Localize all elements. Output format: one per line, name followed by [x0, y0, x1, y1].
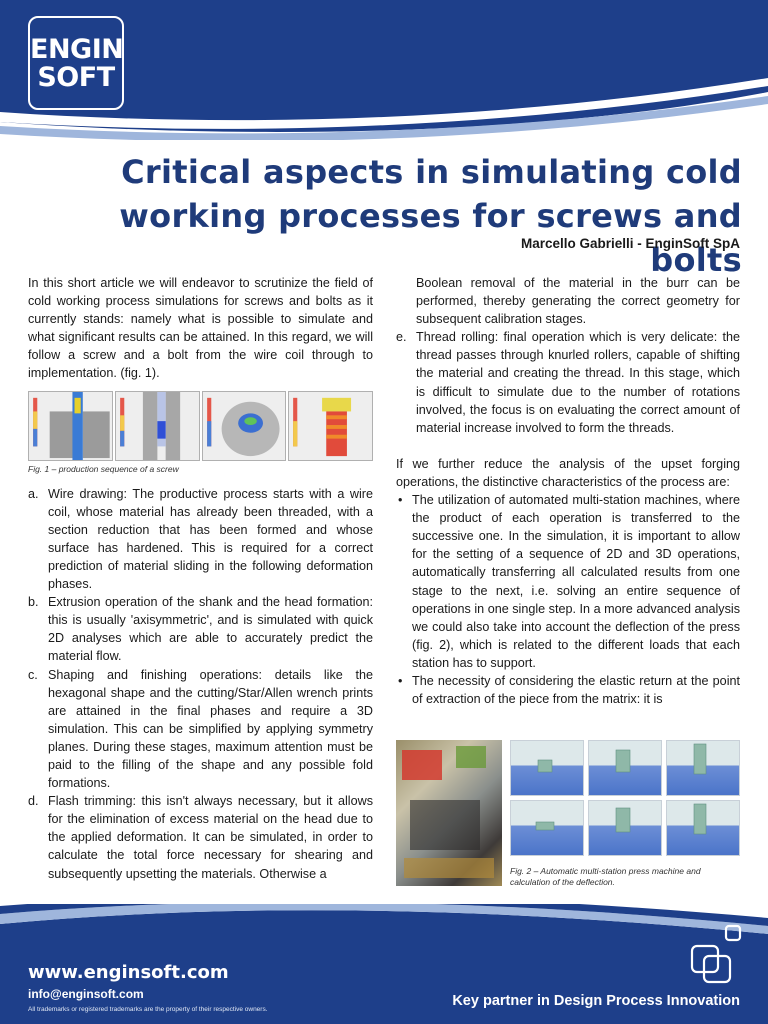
bullet-marker: •: [398, 493, 403, 508]
enginsoft-logo[interactable]: [28, 16, 124, 110]
figure-2: [396, 740, 740, 886]
list-item: [28, 485, 373, 594]
article-title: Critical aspects in simulating cold working processes for screws and bolts: [119, 153, 742, 279]
email-link[interactable]: info@enginsoft.com: [28, 987, 144, 1001]
deflection-simulation-grid: [510, 740, 740, 858]
list-marker: a.: [28, 486, 39, 501]
fig1-panel-head: [202, 391, 287, 461]
footer-tagline: Key partner in Design Process Innovation: [452, 993, 740, 1009]
list-item-text: Wire drawing: The productive process starts with a wire coil, whose material has already been threaded, with a section reduction that has been formed and whose surface has hardened. This is required for a correct prediction of material sliding in the following deformation phases.: [48, 486, 373, 592]
fig2-caption: Fig. 2 – Automatic multi-station press machine and calculation of the deflection.: [510, 866, 701, 887]
list-item: [396, 672, 740, 708]
process-steps-continued: [396, 274, 740, 437]
list-item: [396, 328, 740, 437]
list-item-text: Flash trimming: this isn't always necessary, but it allows for the elimination of excess material on the head due to the applied deformation. It can be simulated, in order to calculate the total force necessary for shearing and subsequently upsetting the materials. Otherwise a: [48, 794, 373, 881]
fig1-panel-wire: [28, 391, 113, 461]
fig1-panel-bolt: [288, 391, 373, 461]
list-item-text: Boolean removal of the material in the burr can be performed, thereby generating the correct geometry for subsequent calibration stages.: [416, 276, 740, 327]
squares-logo-icon: [688, 924, 744, 988]
list-item-text: The necessity of considering the elastic return at the point of extraction of the piece from the matrix: it is: [412, 673, 740, 707]
list-marker: d.: [28, 794, 39, 809]
intro-paragraph: In this short article we will endeavor to scrutinize the field of cold working process simulations for screws and bolts as it currently stands: namely what is possible to simulate and what significant results can be attained. In this regard, we will follow a screw and a bolt from the wire coil through to implementation. (fig. 1).: [28, 276, 373, 381]
figure-1: [28, 391, 373, 461]
list-item-text: Thread rolling: final operation which is very delicate: the thread passes through knurled rollers, capable of shifting the material and creating the thread. In this stage, which is difficult to simulate due to the number of rotations involved, the focus is on evaluating the correct amount of material increase involved to form the threads.: [416, 330, 740, 435]
list-item-text: The utilization of automated multi-station machines, where the product of each operation is transferred to the successive one. In the simulation, it is important to allow for the setting of a sequence of 2D and 3D operations, automatically transferring all calculated results from one stage to the next, i.e. solving an entire sequence of operations in one single step. In a more advanced analysis we could also take into account the deflection of the press (fig. 2), which is related to the different loads that each station has to support.: [412, 493, 740, 670]
list-item: [28, 792, 373, 882]
process-steps: [28, 485, 373, 883]
list-marker: c.: [28, 667, 38, 682]
upset-intro-paragraph: If we further reduce the analysis of the upset forging operations, the distinctive characteristics of the process are:: [396, 456, 740, 489]
list-item-text: Extrusion operation of the shank and the head formation: this is usually 'axisymmetric', and is simulated with quick 2D analyses which are able to accurately predict the material flow.: [48, 595, 373, 664]
bullet-marker: •: [398, 673, 403, 688]
list-item: [28, 666, 373, 793]
author-line: Marcello Gabrielli - EnginSoft SpA: [520, 236, 740, 251]
list-marker: b.: [28, 595, 39, 610]
press-machine-photo: [396, 740, 502, 886]
left-column: [28, 274, 373, 883]
fig1-caption: Fig. 1 – production sequence of a screw: [28, 463, 179, 474]
logo-line-1: ENGIN: [30, 34, 124, 65]
list-marker: e.: [396, 330, 407, 345]
list-item: [396, 491, 740, 672]
list-item: [28, 593, 373, 665]
right-column: [396, 274, 740, 708]
website-link[interactable]: www.enginsoft.com: [28, 962, 229, 983]
fig1-panel-extrusion: [115, 391, 200, 461]
list-item: [396, 274, 740, 328]
trademark-notice: All trademarks or registered trademarks are the property of their respective owners.: [28, 1006, 268, 1013]
list-item-text: Shaping and finishing operations: details like the hexagonal shape and the cutting/Star/Allen wrench prints are attained in the final phases and require a 3D simulation. This can be simplified by applying symmetry planes. During these stages, maximum attention must be paid to the filling of the shape and any possible fold formations.: [48, 667, 373, 791]
logo-line-2: SOFT: [37, 62, 115, 93]
characteristics-list: [396, 491, 740, 708]
